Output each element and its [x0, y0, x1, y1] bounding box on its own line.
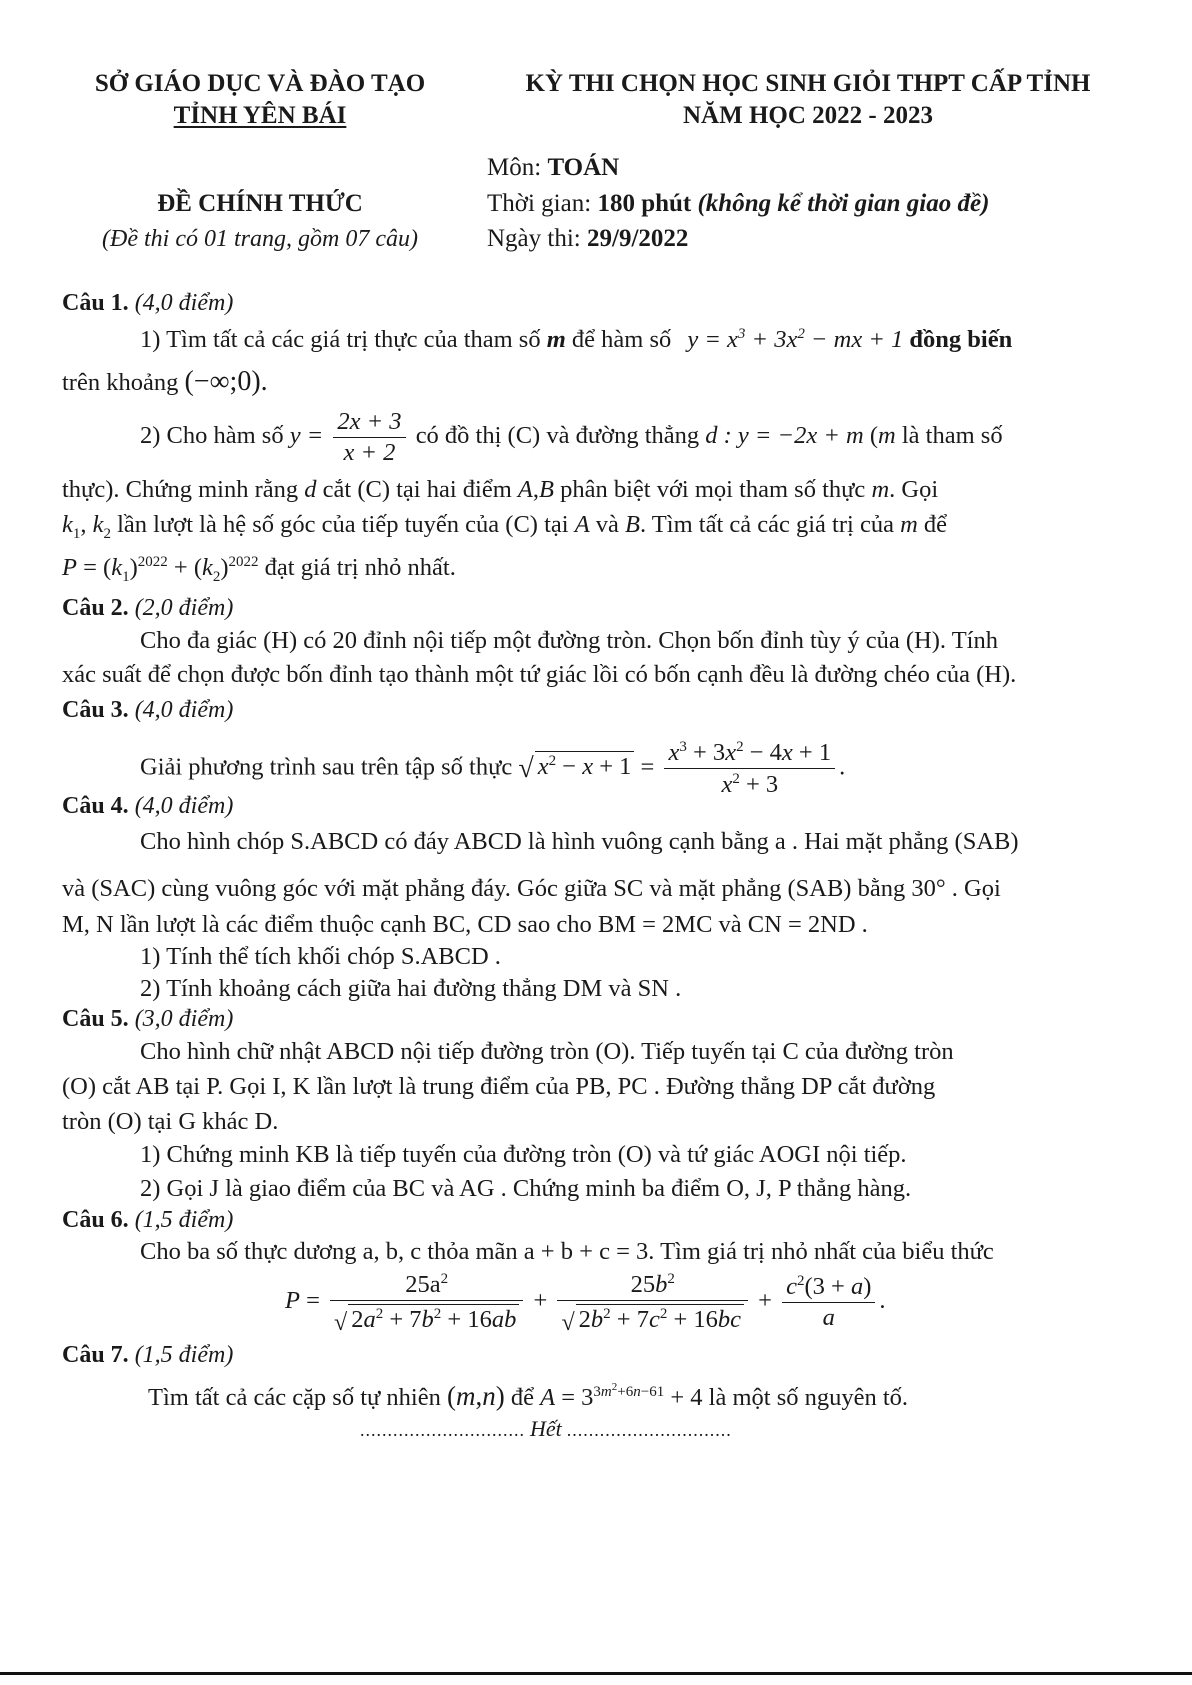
- subject-line: [487, 154, 619, 182]
- q5-line2: (O) cắt AB tại P. Gọi I, K lần lượt là trung điểm của PB, PC . Đường thẳng DP cắt đường: [62, 1073, 936, 1100]
- q5-heading: [62, 1006, 233, 1033]
- q7-expression: $A = 3^{3m^2+6n-61} + 4$: [540, 1381, 703, 1412]
- q4-heading: [62, 793, 233, 820]
- q6-heading: [62, 1207, 233, 1234]
- q7-points: (1,5 điểm): [134, 1342, 234, 1368]
- q5-points: (3,0 điểm): [134, 1006, 234, 1032]
- q1-function: $y = x^3 + 3x^2$ − mx + 1: [687, 326, 904, 354]
- q1-p2-g: . Gọi: [889, 476, 939, 503]
- q1-p1-c: đồng biến: [909, 326, 1013, 354]
- q1-p2-l: đạt giá trị nhỏ nhất.: [264, 554, 456, 582]
- date-value: 29/9/2022: [587, 225, 689, 252]
- q7-a: Tìm tất cả các cặp số tự nhiên: [148, 1384, 441, 1412]
- time-value: 180 phút: [597, 190, 692, 217]
- official-label: ĐỀ CHÍNH THỨC: [157, 190, 363, 217]
- q2-line1: Cho đa giác (H) có 20 đỉnh nội tiếp một đường tròn. Chọn bốn đỉnh tùy ý của (H). Tính: [140, 627, 998, 654]
- q1-p1-b: để hàm số: [571, 326, 672, 354]
- q1-fraction: $\frac{2x + 3}{x + 2}$: [333, 410, 405, 465]
- q1-p2-k: để: [923, 511, 948, 538]
- q7-c: là một số nguyên tố.: [708, 1384, 909, 1412]
- q7-line1: [148, 1382, 908, 1411]
- q3-label: Câu 3.: [62, 697, 129, 723]
- dept-name: SỞ GIÁO DỤC VÀ ĐÀO TẠO: [94, 70, 426, 97]
- q5-label: Câu 5.: [62, 1006, 129, 1032]
- q2-label: Câu 2.: [62, 595, 129, 621]
- end-dots-left: ..............................: [360, 1420, 525, 1440]
- school-year: NĂM HỌC 2022 - 2023: [683, 102, 933, 129]
- q1-p2-j: . Tìm tất cả các giá trị của: [640, 511, 894, 538]
- subject-value: TOÁN: [547, 154, 620, 181]
- q4-line1: Cho hình chóp S.ABCD có đáy ABCD là hình vuông cạnh bằng a . Hai mặt phẳng (SAB): [140, 828, 1019, 855]
- q3-sqrt: $x^2 - x + 1$: [535, 751, 635, 780]
- q1-p1-d: trên khoảng: [62, 369, 179, 396]
- q1-p2-e: cắt (C) tại hai điểm: [322, 476, 512, 503]
- q1-p2-b: có đồ thị (C) và đường thẳng: [415, 422, 700, 450]
- q7-pair: (m,n): [447, 1381, 505, 1412]
- q1-p2-a: 2) Cho hàm số: [140, 422, 284, 450]
- q5-line4: 1) Chứng minh KB là tiếp tuyến của đường tròn (O) và tứ giác AOGI nội tiếp.: [140, 1141, 907, 1168]
- q4-line2: và (SAC) cùng vuông góc với mặt phẳng đáy. Góc giữa SC và mặt phẳng (SAB) bằng 30° . Gọi: [62, 875, 1001, 902]
- q1-p2-d: thực). Chứng minh rằng: [62, 476, 299, 503]
- q1-points: (4,0 điểm): [134, 290, 234, 316]
- official-note: (Đề thi có 01 trang, gồm 07 câu): [102, 226, 418, 252]
- q1-label: Câu 1.: [62, 290, 129, 316]
- province-name-text: TỈNH YÊN BÁI: [173, 102, 347, 129]
- q3-text: Giải phương trình sau trên tập số thực: [140, 753, 513, 781]
- q5-line5: 2) Gọi J là giao điểm của BC và AG . Chứng minh ba điểm O, J, P thẳng hàng.: [140, 1175, 912, 1202]
- q3-points: (4,0 điểm): [134, 697, 234, 723]
- q6-frac3: $\frac{c^2(3 + a)}{a}$: [782, 1274, 875, 1330]
- q1-part1-line1: [140, 327, 1012, 353]
- end-text: Hết: [530, 1416, 562, 1441]
- q4-line3: M, N lần lượt là các điểm thuộc cạnh BC, CD sao cho BM = 2MC và CN = 2ND .: [62, 911, 868, 938]
- q5-line1: Cho hình chữ nhật ABCD nội tiếp đường tròn (O). Tiếp tuyến tại C của đường tròn: [140, 1038, 954, 1065]
- province-name: [60, 102, 460, 130]
- q2-line2: xác suất để chọn được bốn đỉnh tạo thành một tứ giác lồi có bốn cạnh đều là đường chéo của (H).: [62, 661, 1017, 688]
- q7-heading: [62, 1342, 233, 1369]
- q1-part2-line4: $P = (k_1)^{2022} + (k_2)^{2022}$ đạt giá trị nhỏ nhất.: [62, 554, 456, 586]
- time-note: (không kể thời gian giao đề): [697, 190, 990, 217]
- q1-line-d: d : y = −2x + m: [705, 422, 864, 450]
- q3-heading: [62, 697, 233, 724]
- q7-b: để: [510, 1384, 534, 1412]
- q1-p2-paren: (m: [869, 422, 896, 450]
- q4-line4: 1) Tính thể tích khối chóp S.ABCD .: [140, 943, 501, 970]
- q1-p2-f: phân biệt với mọi tham số thực: [560, 476, 866, 503]
- q1-p2-i: và: [595, 511, 619, 538]
- q1-part2-line3: $k_1$, $k_2$ lần lượt là hệ số góc của tiếp tuyến của (C) tại A và B. Tìm tất cả các giá trị của m để: [62, 511, 948, 542]
- q6-line1: Cho ba số thực dương a, b, c thỏa mãn a + b + c = 3. Tìm giá trị nhỏ nhất của biểu thức: [140, 1238, 994, 1265]
- param-m: m: [546, 326, 566, 354]
- q6-frac1: $\frac{25a^2}{√ 2a^2 + 7b^2 + 16ab}$: [330, 1272, 523, 1332]
- q1-p1-a: 1) Tìm tất cả các giá trị thực của tham số: [140, 326, 541, 354]
- subject-label: Môn:: [487, 154, 542, 181]
- q5-line3: tròn (O) tại G khác D.: [62, 1108, 279, 1135]
- q1-part1-line2: [62, 368, 268, 396]
- q2-heading: [62, 595, 233, 622]
- q1-interval: (−∞;0).: [184, 366, 268, 397]
- q1-p2-h: lần lượt là hệ số góc của tiếp tuyến của (C) tại: [117, 511, 569, 538]
- radical-sign: √: [518, 753, 534, 785]
- end-dots-right: ..............................: [566, 1420, 732, 1440]
- time-line: [487, 190, 989, 218]
- q1-p2-func: y = $\frac{2x + 3}{x + 2}$: [290, 422, 416, 449]
- q4-label: Câu 4.: [62, 793, 129, 819]
- q6-points: (1,5 điểm): [134, 1207, 234, 1233]
- q6-expression: P = $\frac{25a^2}{√ 2a^2 + 7b^2 + 16ab}$ + $\frac{25b^2}{√ 2b^2 + 7c^2 + 16bc}$ + $\frac{c^2(3 + a)}{a}$ .: [285, 1271, 886, 1336]
- time-label: Thời gian:: [487, 190, 592, 217]
- q4-points: (4,0 điểm): [134, 793, 234, 819]
- q1-p2-c: là tham số: [901, 422, 1003, 450]
- q6-label: Câu 6.: [62, 1207, 129, 1233]
- q3-fraction: $\frac{x^3 + 3x^2 - 4x + 1}{x^2 + 3}$: [664, 740, 835, 797]
- date-line: [487, 225, 688, 253]
- q1-heading: [62, 290, 233, 317]
- q7-label: Câu 7.: [62, 1342, 129, 1368]
- q3-equation-line: Giải phương trình sau trên tập số thực √ $x^2 - x + 1$ = $\frac{x^3 + 3x^2 - 4x + 1}{x^2 + 3}$ .: [140, 739, 846, 798]
- date-label: Ngày thi:: [487, 225, 581, 252]
- q6-frac2: $\frac{25b^2}{√ 2b^2 + 7c^2 + 16bc}$: [557, 1272, 748, 1332]
- q4-line5: 2) Tính khoảng cách giữa hai đường thẳng DM và SN .: [140, 975, 682, 1002]
- bottom-scan-border: [0, 1672, 1192, 1675]
- exam-title: KỲ THI CHỌN HỌC SINH GIỎI THPT CẤP TỈNH: [525, 70, 1091, 97]
- q2-points: (2,0 điểm): [134, 595, 234, 621]
- q1-part2-line2: thực). Chứng minh rằng d cắt (C) tại hai điểm A,B phân biệt với mọi tham số thực m. Gọi: [62, 476, 939, 503]
- end-marker: [360, 1416, 732, 1442]
- q1-part2-line1: [140, 410, 1003, 465]
